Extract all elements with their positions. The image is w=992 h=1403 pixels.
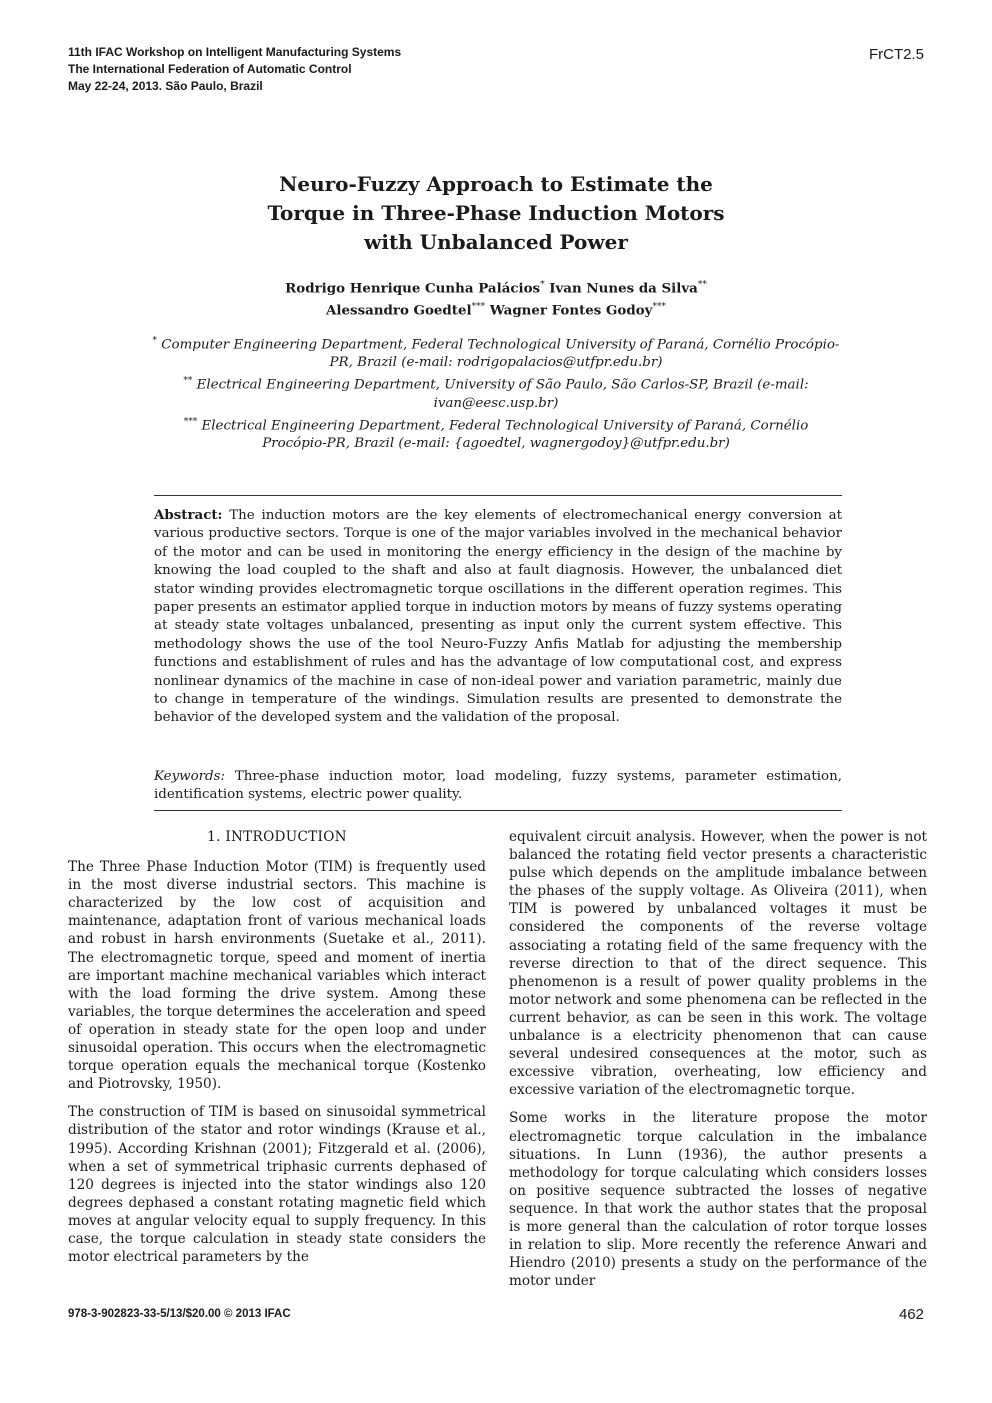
section-heading: 1. INTRODUCTION xyxy=(207,829,347,845)
paragraph: The Three Phase Induction Motor (TIM) is frequently used in the most diverse industrial sectors. This machine is characterized by the low cost of acquisition and maintenance, adaptation front of various mechanical loads and robust in harsh environments (Suetake et al., 2011). The electromagnetic torque, speed and moment of inertia are important machine mechanical variables which interact with the load forming the drive system. Among these variables, the torque determines the acceleration and speed of operation in steady state for the open loop and under sinusoidal operation. This occurs when the electromagnetic torque operation equals the mechanical torque (Kostenko and Piotrovsky, 1950). xyxy=(68,859,486,1093)
title-line-3: with Unbalanced Power xyxy=(364,230,628,254)
abstract xyxy=(154,506,842,728)
paragraph: equivalent circuit analysis. However, when the power is not balanced the rotating field vector presents a characteristic pulse which depends on the amplitude imbalance between the phases of the supply voltage. As Oliveira (2011), when TIM is powered by unbalanced voltages it must be considered the components of the reverse voltage associating a rotating field of the same frequency with the reverse direction to that of the direct sequence. This phenomenon is a result of power quality problems in the motor network and some phenomena can be reflected in the current behavior, as can be seen in this work. The voltage unbalance is a electricity phenomenon that can cause several undesired consequences at the motor, such as excessive vibration, overheating, low efficiency and excessive variation of the electromagnetic torque. xyxy=(509,829,927,1099)
author-list xyxy=(150,276,842,321)
title-line-2: Torque in Three-Phase Induction Motors xyxy=(267,201,725,225)
left-column xyxy=(68,828,486,1276)
conference-line-1: 11th IFAC Workshop on Intelligent Manufacturing Systems xyxy=(68,45,402,59)
affiliation-mark: ** xyxy=(183,376,193,387)
title-line-1: Neuro-Fuzzy Approach to Estimate the xyxy=(279,172,713,196)
conference-line-3: May 22-24, 2013. São Paulo, Brazil xyxy=(68,79,263,93)
affiliation xyxy=(150,413,842,453)
author-mark: ** xyxy=(697,280,707,290)
abstract-label: Abstract: xyxy=(154,507,223,523)
abstract-text: The induction motors are the key elements of electromechanical energy conversion at various productive sectors. Torque is one of the major variables involved in the mechanical behavior of the motor and can be used in monitoring the energy efficiency in the design of the machine by knowing the load coupled to the shaft and also at fault diagnosis. However, the unbalanced diet stator winding provides electromagnetic torque oscillations in the different operation regimes. This paper presents an estimator applied torque in induction motors by means of fuzzy systems operating at steady state voltages unbalanced, presenting as input only the current system effective. This methodology shows the use of the tool Neuro-Fuzzy Anfis Matlab for adjusting the membership functions and establishment of rules and has the advantage of low computational cost, and express nonlinear dynamics of the machine in case of non-ideal power and variation parametric, mainly due to change in temperature of the windings. Simulation results are presented to demonstrate the behavior of the developed system and the validation of the proposal. xyxy=(154,508,842,726)
author-name: Rodrigo Henrique Cunha Palácios xyxy=(285,280,541,297)
author-mark: *** xyxy=(471,302,486,313)
author-mark: * xyxy=(540,280,545,290)
author-name: Wagner Fontes Godoy xyxy=(489,302,653,319)
affiliation xyxy=(150,332,842,372)
affiliations xyxy=(150,332,842,453)
divider xyxy=(154,495,842,496)
keywords-label: Keywords: xyxy=(154,769,226,784)
affiliation-mark: *** xyxy=(183,416,198,427)
affiliation-text: Electrical Engineering Department, University of São Paulo, São Carlos-SP, Brazil (e-mail: ivan@eesc.usp.br) xyxy=(196,377,809,411)
keywords xyxy=(154,768,842,805)
affiliation-text: Electrical Engineering Department, Federal Technological University of Paraná, Cornélio Procópio-PR, Brazil (e-mail: {agoedtel, wagnergodoy}@utfpr.edu.br) xyxy=(201,418,809,452)
author-name: Ivan Nunes da Silva xyxy=(549,280,698,297)
conference-line-2: The International Federation of Automatic Control xyxy=(68,62,352,76)
paper-title xyxy=(150,170,842,257)
affiliation xyxy=(150,372,842,412)
isbn-footer: 978-3-902823-33-5/13/$20.00 © 2013 IFAC xyxy=(68,1308,291,1320)
divider xyxy=(154,810,842,811)
author-name: Alessandro Goedtel xyxy=(326,302,472,319)
affiliation-text: Computer Engineering Department, Federal Technological University of Paraná, Cornélio Procópio-PR, Brazil (e-mail: rodrigopalacios@utfpr.edu.br) xyxy=(161,337,840,371)
page-number: 462 xyxy=(898,1306,924,1323)
keywords-text: Three-phase induction motor, load modeling, fuzzy systems, parameter estimation, identification systems, electric power quality. xyxy=(154,769,842,803)
right-column xyxy=(509,828,927,1300)
author-mark: *** xyxy=(652,302,666,313)
conference-header xyxy=(68,44,401,95)
paragraph: Some works in the literature propose the motor electromagnetic torque calculation in the imbalance situations. In Lunn (1936), the author presents a methodology for torque calculating which considers losses on positive sequence subtracted the losses of negative sequence. In that work the author states that the proposal is more general than the calculation of rotor torque losses in relation to slip. More recently the reference Anwari and Hiendro (2010) presents a study on the performance of the motor under xyxy=(509,1110,927,1290)
affiliation-mark: * xyxy=(152,336,158,346)
session-code: FrCT2.5 xyxy=(868,46,924,63)
paragraph: The construction of TIM is based on sinusoidal symmetrical distribution of the stator and rotor windings (Krause et al., 1995). According Krishnan (2001); Fitzgerald et al. (2006), when a set of symmetrical triphasic currents dephased of 120 degrees is injected into the stator windings also 120 degrees dephased a constant rotating magnetic field which moves at angular velocity equal to supply frequency. In this case, the torque calculation in steady state considers the motor electrical parameters by the xyxy=(68,1104,486,1266)
